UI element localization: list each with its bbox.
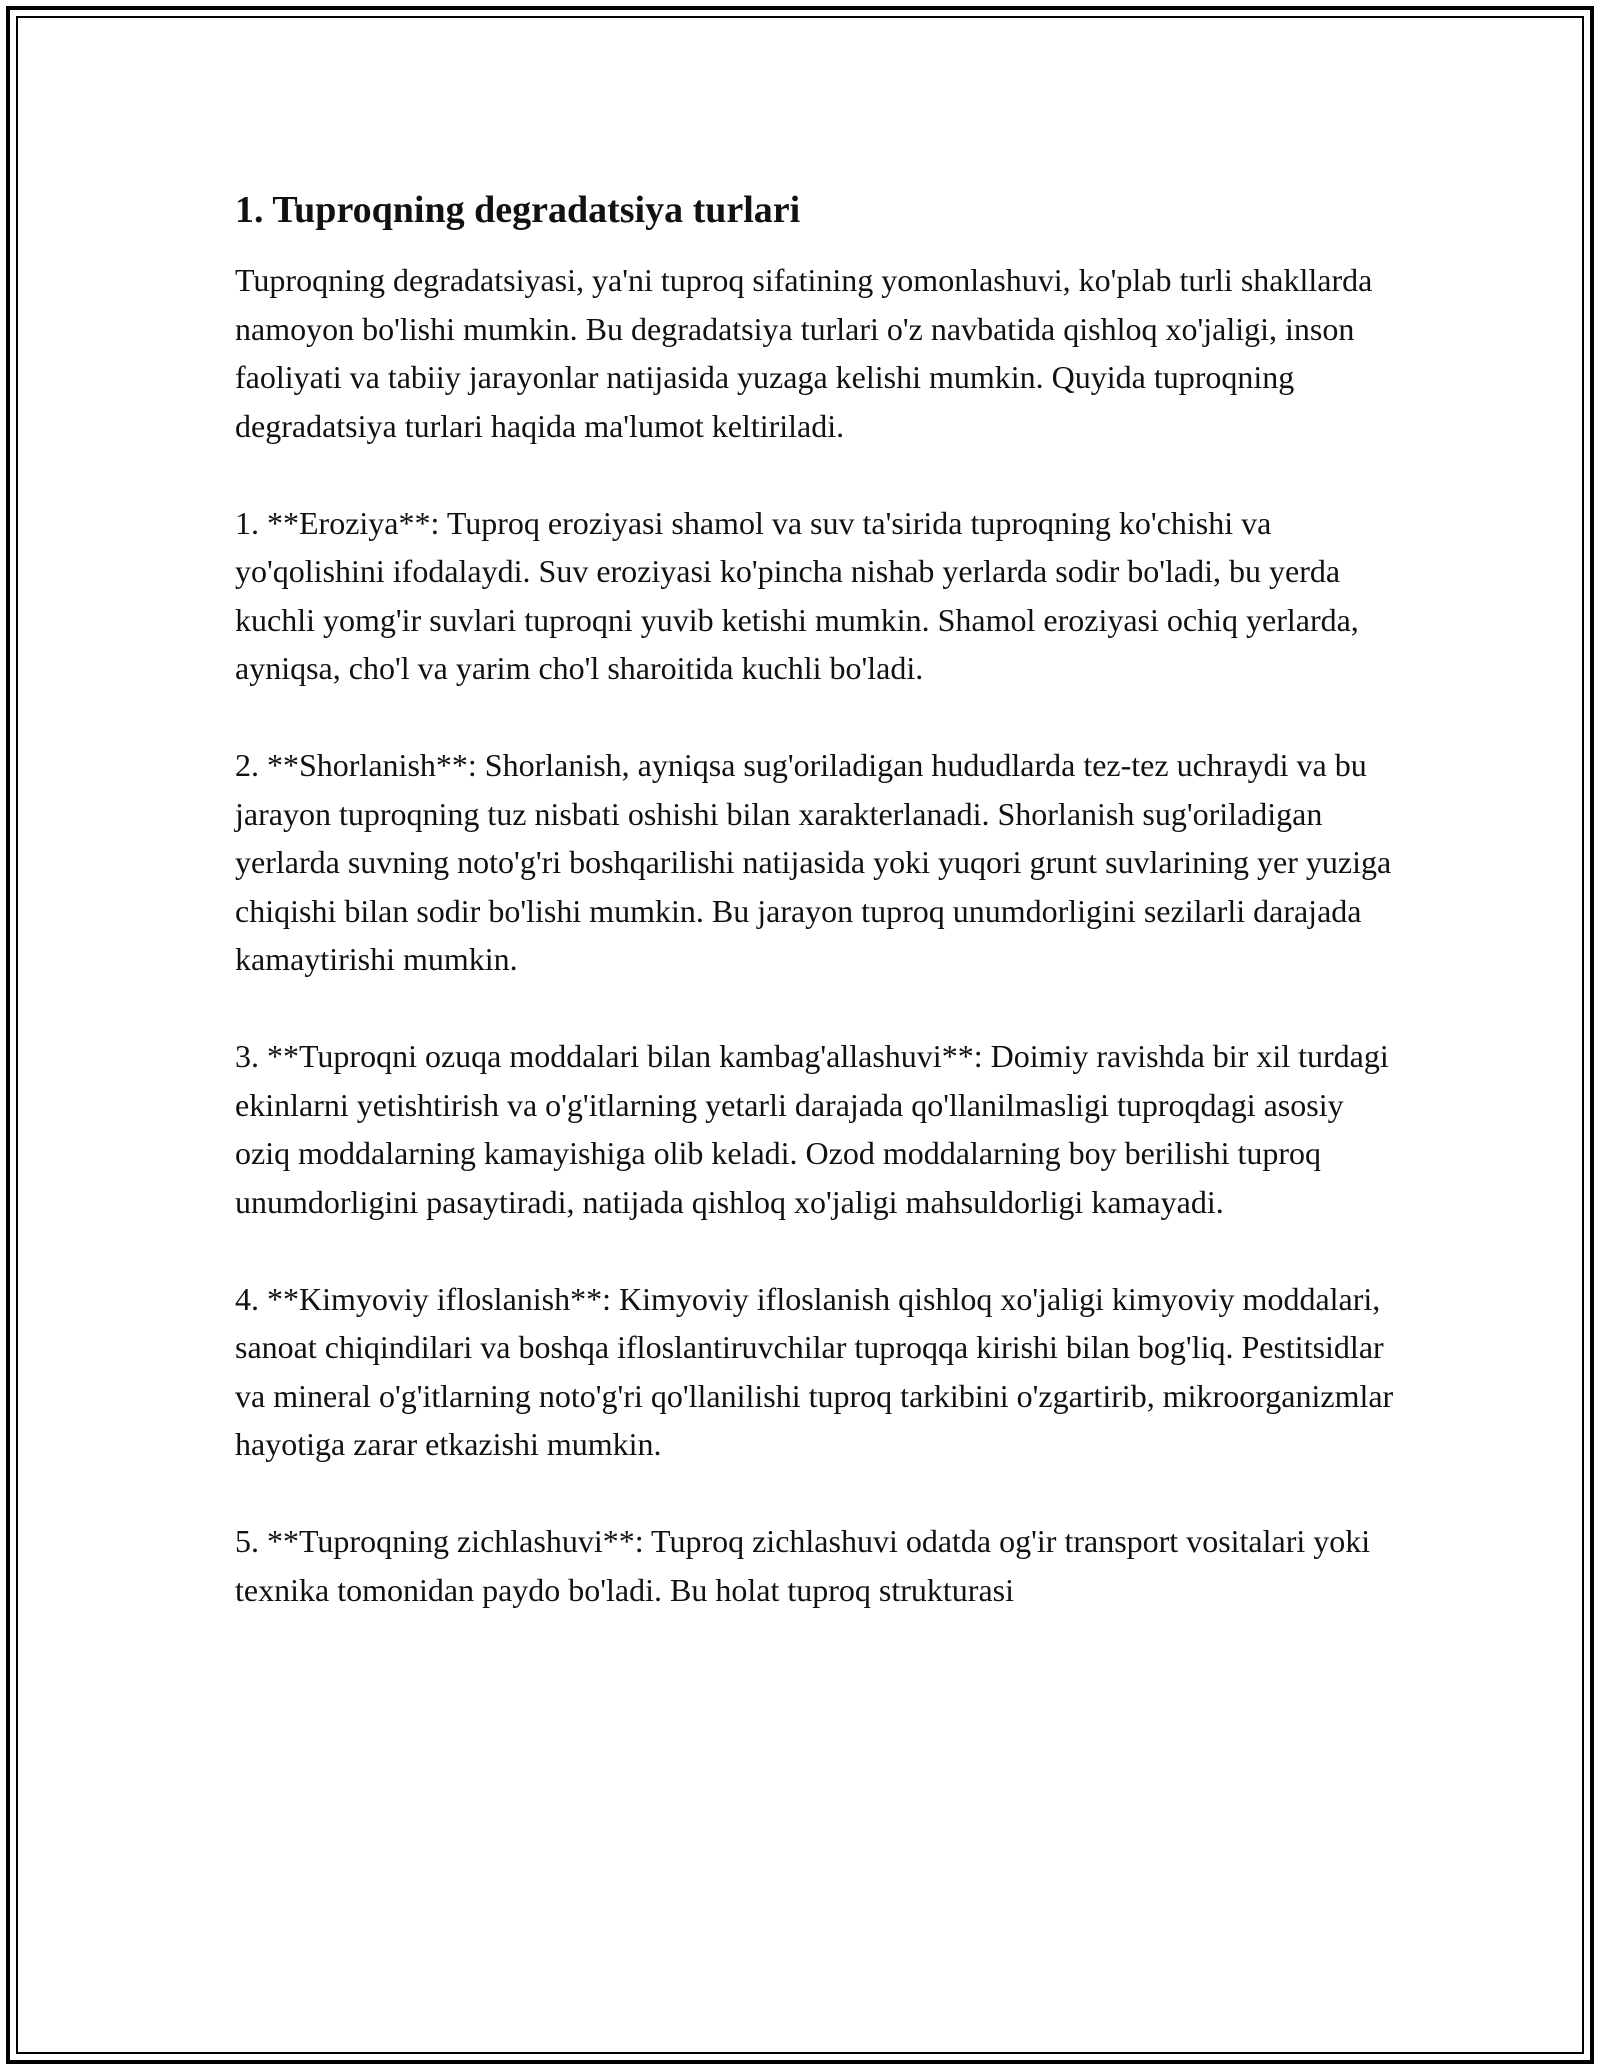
intro-paragraph: Tuproqning degradatsiyasi, ya'ni tuproq sifatining yomonlashuvi, ko'plab turli shakllarda namoyon bo'lishi mumkin. Bu degradatsiya turlari o'z navbatida qishloq xo'jaligi, inson faoliyati va tabiiy jarayonlar natijasida yuzaga kelishi mumkin. Quyida tuproqning degradatsiya turlari haqida ma'lumot keltiriladi. [235,262,1373,444]
list-item-erosion: 1. **Eroziya**: Tuproq eroziyasi shamol va suv ta'sirida tuproqning ko'chishi va yo'qolishini ifodalaydi. Suv eroziyasi ko'pincha nishab yerlarda sodir bo'ladi, bu yerda kuchli yomg'ir suvlari tuproqni yuvib ketishi mumkin. Shamol eroziyasi ochiq yerlarda, ayniqsa, cho'l va yarim cho'l sharoitida kuchli bo'ladi. [235,504,1359,686]
list-item-nutrient-depletion: 3. **Tuproqni ozuqa moddalari bilan kambag'allashuvi**: Doimiy ravishda bir xil turdagi ekinlarni yetishtirish va o'g'itlarning yetarli darajada qo'llanilmasligi tuproqdagi asosiy oziq moddalarning kamayishiga olib keladi. Ozod moddalarning boy berilishi tuproq unumdorligini pasaytiradi, natijada qishloq xo'jaligi mahsuldorligi kamayadi. [235,1038,1389,1220]
list-item-chemical-pollution: 4. **Kimyoviy ifloslanish**: Kimyoviy ifloslanish qishloq xo'jaligi kimyoviy moddalari, sanoat chiqindilari va boshqa ifloslantiruvchilar tuproqqa kirishi bilan bog'liq. Pestitsidlar va mineral o'g'itlarning noto'g'ri qo'llanilishi tuproq tarkibini o'zgartirib, mikroorganizmlar hayotiga zarar etkazishi mumkin. [235,1280,1394,1462]
list-item-salinization: 2. **Shorlanish**: Shorlanish, ayniqsa sug'oriladigan hududlarda tez-tez uchraydi va bu jarayon tuproqning tuz nisbati oshishi bilan xarakterlanadi. Shorlanish sug'oriladigan yerlarda suvning noto'g'ri boshqarilishi natijasida yoki yuqori grunt suvlarining yer yuziga chiqishi bilan sodir bo'lishi mumkin. Bu jarayon tuproq unumdorligini sezilarli darajada kamaytirishi mumkin. [235,747,1392,977]
document-body [235,186,1395,1663]
section-heading: 1. Tuproqning degradatsiya turlari [235,189,801,231]
list-item-compaction: 5. **Tuproqning zichlashuvi**: Tuproq zichlashuvi odatda og'ir transport vositalari yoki texnika tomonidan paydo bo'ladi. Bu holat tuproq strukturasi [235,1523,1371,1608]
